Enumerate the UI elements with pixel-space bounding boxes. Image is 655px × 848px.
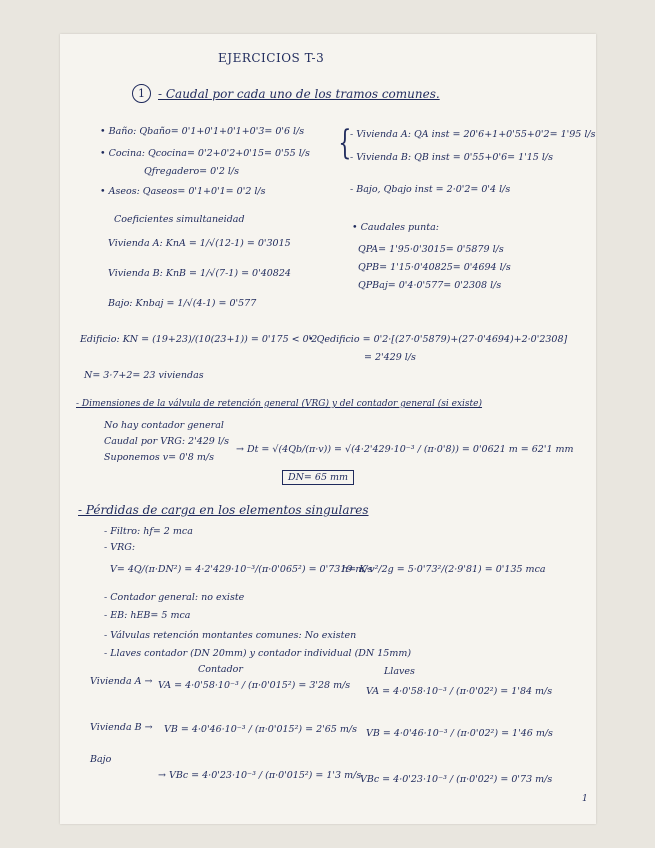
perdida-contador: - Contador general: no existe: [104, 592, 245, 603]
col-contador: Contador: [198, 664, 243, 675]
col-llaves: Llaves: [384, 666, 415, 677]
caudal-heading: - Caudal por cada uno de los tramos comunes.: [158, 87, 440, 101]
vrg-suponemos: Suponemos v= 0'8 m/s: [104, 452, 214, 463]
vrg-head-loss-formula: h= K·v²/2g = 5·0'73²/(2·9'81) = 0'135 mca: [342, 564, 546, 575]
caudal-bajo: - Bajo, Qbajo inst = 2·0'2= 0'4 l/s: [350, 184, 511, 195]
vrg-velocity-formula: V= 4Q/(π·DN²) = 4·2'429·10⁻³/(π·0'065²) = 0'7319 m/s: [110, 564, 373, 575]
vivienda-a-contador: VA = 4·0'58·10⁻³ / (π·0'015²) = 3'28 m/s: [158, 680, 351, 691]
vivienda-b-contador: VB = 4·0'46·10⁻³ / (π·0'015²) = 2'65 m/s: [164, 724, 357, 735]
qp-bajo: QPBaj= 0'4·0'577= 0'2308 l/s: [358, 280, 502, 291]
caudal-fregadero: Qfregadero= 0'2 l/s: [144, 166, 239, 177]
page-title: EJERCICIOS T-3: [218, 51, 325, 65]
vrg-caudal: Caudal por VRG: 2'429 l/s: [104, 436, 229, 447]
caudal-vivienda-a: - Vivienda A: QA inst = 20'6+1+0'55+0'2= 1'95 l/s: [350, 129, 596, 140]
kn-edificio: Edificio: KN = (19+23)/(10(23+1)) = 0'175 < 0'2: [80, 334, 318, 345]
bajo-llaves: VBc = 4·0'23·10⁻³ / (π·0'02²) = 0'73 m/s: [360, 774, 553, 785]
kn-vivienda-b: Vivienda B: KnB = 1/√(7-1) = 0'40824: [108, 268, 291, 279]
bajo-label: Bajo: [90, 754, 112, 765]
perdida-filtro: - Filtro: hf= 2 mca: [104, 526, 193, 537]
vrg-no-contador: No hay contador general: [104, 420, 224, 431]
exercise-number: 1: [132, 84, 151, 103]
vivienda-b-label: Vivienda B →: [90, 722, 153, 733]
perdida-vrg-label: - VRG:: [104, 542, 136, 553]
dn-result-box: DN= 65 mm: [282, 470, 354, 485]
caudales-punta-heading: • Caudales punta:: [352, 222, 439, 233]
perdida-valvulas: - Válvulas retención montantes comunes: No existen: [104, 630, 357, 641]
vivienda-a-label: Vivienda A →: [90, 676, 153, 687]
q-edificio-result: = 2'429 l/s: [364, 352, 416, 363]
perdidas-heading: - Pérdidas de carga en los elementos singulares: [78, 503, 369, 517]
vivienda-b-llaves: VB = 4·0'46·10⁻³ / (π·0'02²) = 1'46 m/s: [366, 728, 553, 739]
perdida-eb: - EB: hEB= 5 mca: [104, 610, 191, 621]
caudal-cocina: • Cocina: Qcocina= 0'2+0'2+0'15= 0'55 l/s: [100, 148, 310, 159]
caudal-bano: • Baño: Qbaño= 0'1+0'1+0'1+0'3= 0'6 l/s: [100, 126, 305, 137]
caudal-vivienda-b: - Vivienda B: QB inst = 0'55+0'6= 1'15 l/s: [350, 152, 553, 163]
vivienda-a-llaves: VA = 4·0'58·10⁻³ / (π·0'02²) = 1'84 m/s: [366, 686, 553, 697]
n-viviendas: N= 3·7+2= 23 viviendas: [84, 370, 204, 381]
q-edificio: • Qedificio = 0'2·[(27·0'5879)+(27·0'4694)+2·0'2308]: [308, 334, 568, 345]
simultaneidad-heading: Coeficientes simultaneidad: [114, 214, 245, 225]
qp-vivienda-a: QPA= 1'95·0'3015= 0'5879 l/s: [358, 244, 504, 255]
kn-vivienda-a: Vivienda A: KnA = 1/√(12-1) = 0'3015: [108, 238, 291, 249]
perdida-llaves: - Llaves contador (DN 20mm) y contador individual (DN 15mm): [104, 648, 412, 659]
page-number: 1: [582, 794, 588, 804]
vrg-diameter-formula: → Dt = √(4Qb/(π·v)) = √(4·2'429·10⁻³ / (π·0'8)) = 0'0621 m = 62'1 mm: [236, 444, 574, 455]
vrg-heading: - Dimensiones de la válvula de retención general (VRG) y del contador general (si existe): [76, 399, 483, 409]
kn-bajo: Bajo: Knbaj = 1/√(4-1) = 0'577: [108, 298, 257, 309]
handwritten-sheet: [60, 34, 596, 824]
qp-vivienda-b: QPB= 1'15·0'40825= 0'4694 l/s: [358, 262, 511, 273]
caudal-aseos: • Aseos: Qaseos= 0'1+0'1= 0'2 l/s: [100, 186, 266, 197]
brace: {: [338, 123, 352, 163]
bajo-contador: → VBc = 4·0'23·10⁻³ / (π·0'015²) = 1'3 m/s: [158, 770, 362, 781]
